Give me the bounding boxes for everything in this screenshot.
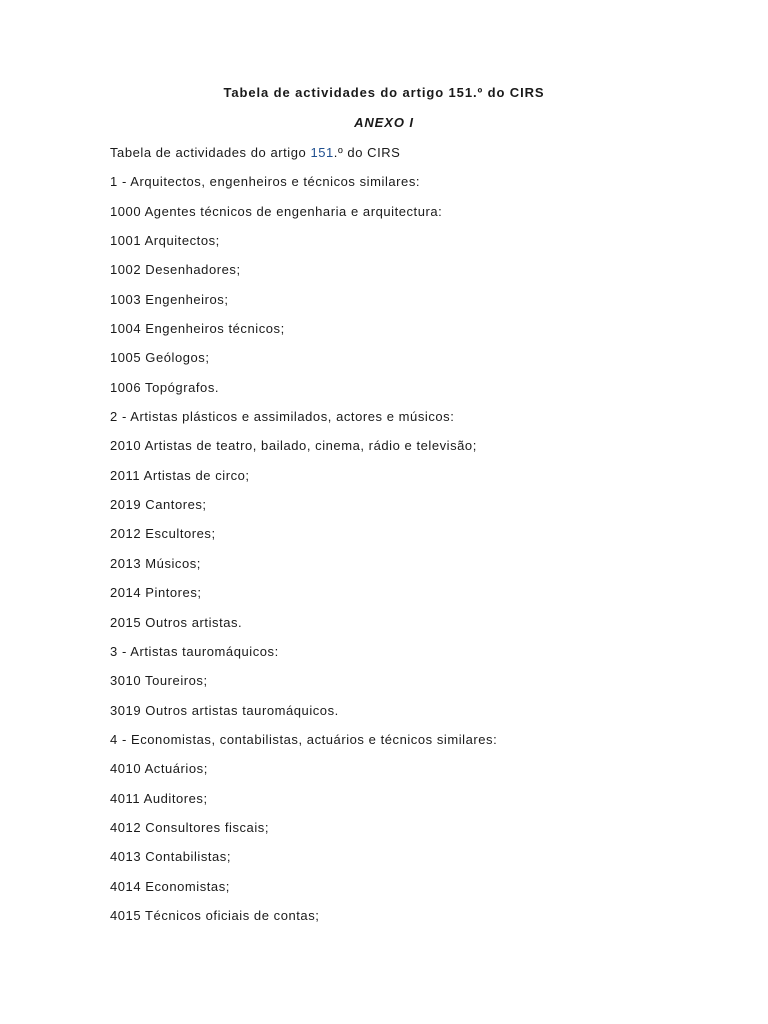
list-item: 1 - Arquitectos, engenheiros e técnicos similares: <box>110 174 421 190</box>
list-item: 2011 Artistas de circo; <box>110 467 250 483</box>
article-link[interactable]: 151 <box>310 145 334 160</box>
intro-line <box>110 144 730 173</box>
document-title: Tabela de actividades do artigo 151.º do CIRS <box>223 85 545 100</box>
list-item: 4015 Técnicos oficiais de contas; <box>110 907 320 923</box>
list-item: 2010 Artistas de teatro, bailado, cinema, rádio e televisão; <box>110 438 477 454</box>
list-item: 2015 Outros artistas. <box>110 614 243 630</box>
list-item: 2012 Escultores; <box>110 526 216 542</box>
list-item: 2019 Cantores; <box>110 497 207 513</box>
list-item: 1001 Arquitectos; <box>110 233 220 249</box>
list-item: 1004 Engenheiros técnicos; <box>110 321 285 337</box>
list-item: 1005 Geólogos; <box>110 350 210 366</box>
list-item: 2013 Músicos; <box>110 555 201 571</box>
list-item: 3 - Artistas tauromáquicos: <box>110 643 279 659</box>
intro-text-after: .º do CIRS <box>333 145 401 160</box>
list-item: 1006 Topógrafos. <box>110 379 220 395</box>
list-item: 3019 Outros artistas tauromáquicos. <box>110 702 339 718</box>
document-body <box>110 144 730 936</box>
list-item: 4013 Contabilistas; <box>110 849 232 865</box>
list-item: 1002 Desenhadores; <box>110 262 241 278</box>
annex-heading: ANEXO I <box>354 115 414 130</box>
list-item: 4011 Auditores; <box>110 790 208 806</box>
list-item: 1000 Agentes técnicos de engenharia e arquitectura: <box>110 203 443 219</box>
list-item: 1003 Engenheiros; <box>110 291 229 307</box>
list-item: 4012 Consultores fiscais; <box>110 819 269 835</box>
list-item: 4014 Economistas; <box>110 878 230 894</box>
list-item: 2 - Artistas plásticos e assimilados, actores e músicos: <box>110 409 455 425</box>
list-item: 3010 Toureiros; <box>110 673 208 689</box>
intro-text-before: Tabela de actividades do artigo <box>110 145 311 160</box>
list-item: 4010 Actuários; <box>110 761 208 777</box>
list-item: 4 - Economistas, contabilistas, actuários e técnicos similares: <box>110 731 498 747</box>
list-item: 2014 Pintores; <box>110 585 202 601</box>
